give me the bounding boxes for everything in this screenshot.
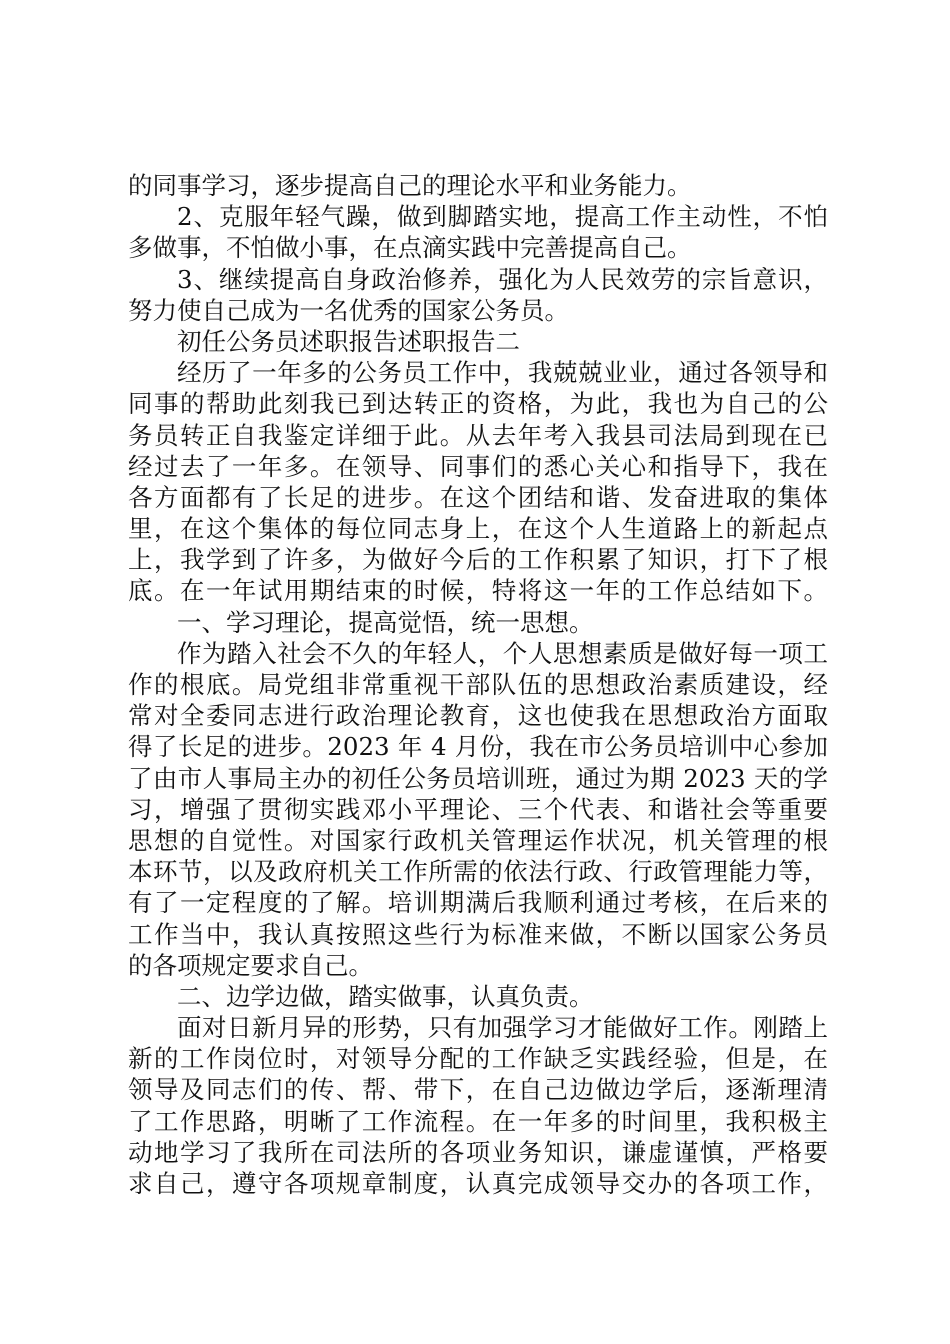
text-line: 的同事学习，逐步提高自己的理论水平和业务能力。 xyxy=(128,171,692,200)
text-line: 动地学习了我所在司法所的各项业务知识，谦虚谨慎，严格要 xyxy=(128,1137,828,1167)
text-line: 努力使自己成为一名优秀的国家公务员。 xyxy=(128,295,569,325)
text-line: 3、继续提高自身政治修养，强化为人民效劳的宗旨意识， xyxy=(177,264,828,294)
text-line: 初任公务员述职报告述职报告二 xyxy=(177,326,520,356)
text-line: 了工作思路，明晰了工作流程。在一年多的时间里，我积极主 xyxy=(128,1106,828,1136)
text-line: 本环节，以及政府机关工作所需的依法行政、行政管理能力等， xyxy=(128,857,828,887)
text-line: 求自己，遵守各项规章制度，认真完成领导交办的各项工作， xyxy=(128,1169,828,1198)
text-line: 一、学习理论，提高觉悟，统一思想。 xyxy=(177,607,594,637)
text-line: 新的工作岗位时，对领导分配的工作缺乏实践经验，但是，在 xyxy=(128,1044,828,1074)
text-line: 二、边学边做，踏实做事，认真负责。 xyxy=(177,981,594,1011)
text-line: 经过去了一年多。在领导、同事们的悉心关心和指导下，我在 xyxy=(128,451,828,481)
text-line: 习，增强了贯彻实践邓小平理论、三个代表、和谐社会等重要 xyxy=(128,794,828,824)
text-line: 底。在一年试用期结束的时候，特将这一年的工作总结如下。 xyxy=(128,576,828,606)
text-line: 经历了一年多的公务员工作中，我兢兢业业，通过各领导和 xyxy=(177,358,828,388)
text-line: 同事的帮助此刻我已到达转正的资格，为此，我也为自己的公 xyxy=(128,389,828,419)
text-line: 工作当中，我认真按照这些行为标准来做，不断以国家公务员 xyxy=(128,919,828,949)
text-line: 了由市人事局主办的初任公务员培训班，通过为期 2023 天的学 xyxy=(128,763,828,793)
text-line: 务员转正自我鉴定详细于此。从去年考入我县司法局到现在已 xyxy=(128,420,828,450)
text-line: 的各项规定要求自己。 xyxy=(128,950,373,980)
body-text xyxy=(128,170,828,1199)
text-line: 2、克服年轻气躁，做到脚踏实地，提高工作主动性，不怕 xyxy=(177,202,828,232)
text-line: 思想的自觉性。对国家行政机关管理运作状况，机关管理的根 xyxy=(128,825,828,855)
text-line: 领导及同志们的传、帮、带下，在自己边做边学后，逐渐理清 xyxy=(128,1075,828,1105)
text-line: 常对全委同志进行政治理论教育，这也使我在思想政治方面取 xyxy=(128,701,828,731)
text-line: 作的根底。局党组非常重视干部队伍的思想政治素质建设，经 xyxy=(128,670,828,699)
text-line: 各方面都有了长足的进步。在这个团结和谐、发奋进取的集体 xyxy=(128,482,828,512)
text-line: 面对日新月异的形势，只有加强学习才能做好工作。刚踏上 xyxy=(177,1013,828,1043)
text-line: 里，在这个集体的每位同志身上，在这个人生道路上的新起点 xyxy=(128,514,828,544)
text-line: 多做事，不怕做小事，在点滴实践中完善提高自己。 xyxy=(128,233,692,263)
text-line: 作为踏入社会不久的年轻人，个人思想素质是做好每一项工 xyxy=(177,638,828,668)
text-line: 有了一定程度的了解。培训期满后我顺利通过考核，在后来的 xyxy=(128,888,828,918)
text-line: 上，我学到了许多，为做好今后的工作积累了知识，打下了根 xyxy=(128,545,828,575)
text-line: 得了长足的进步。2023 年 4 月份，我在市公务员培训中心参加 xyxy=(128,732,828,762)
